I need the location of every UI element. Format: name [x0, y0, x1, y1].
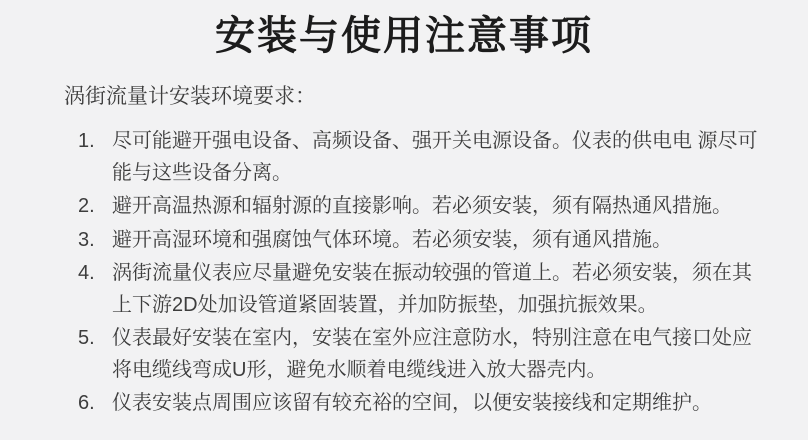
- list-item-text: 仪表最好安装在室内，安装在室外应注意防水，特别注意在电气接口处应将电缆线弯成U形，避免水顺着电缆线进入放大器壳内。: [112, 327, 752, 381]
- list-item: [64, 191, 770, 223]
- list-item: [64, 258, 770, 321]
- list-item-number: 1.: [78, 130, 95, 152]
- list-item: [64, 126, 770, 189]
- list-item: [64, 323, 770, 386]
- list-item-text: 尽可能避开强电设备、高频设备、强开关电源设备。仪表的供电电 源尽可能与这些设备分离。: [112, 130, 758, 184]
- list-item-number: 6.: [78, 392, 95, 414]
- list-item: [64, 225, 770, 257]
- list-item-number: 3.: [78, 228, 95, 251]
- list-item-text: 避开高湿环境和强腐蚀气体环境。若必须安装，须有通风措施。: [112, 228, 672, 251]
- list-item: [64, 388, 770, 420]
- notes-list: [64, 126, 770, 420]
- page-title: 安装与使用注意事项: [215, 14, 593, 58]
- list-item-text: 仪表安装点周围应该留有较充裕的空间，以便安装接线和定期维护。: [112, 392, 712, 414]
- list-item-number: 5.: [78, 327, 95, 349]
- list-item-text: 涡街流量仪表应尽量避免安装在振动较强的管道上。若必须安装，须在其上下游2D处加设管道紧固装置，并加防振垫，加强抗振效果。: [112, 262, 752, 316]
- section-heading: 涡街流量计安装环境要求：: [64, 85, 316, 108]
- list-item-number: 2.: [78, 195, 95, 217]
- list-item-number: 4.: [78, 262, 95, 284]
- list-item-text: 避开高温热源和辐射源的直接影响。若必须安装，须有隔热通风措施。: [112, 195, 732, 217]
